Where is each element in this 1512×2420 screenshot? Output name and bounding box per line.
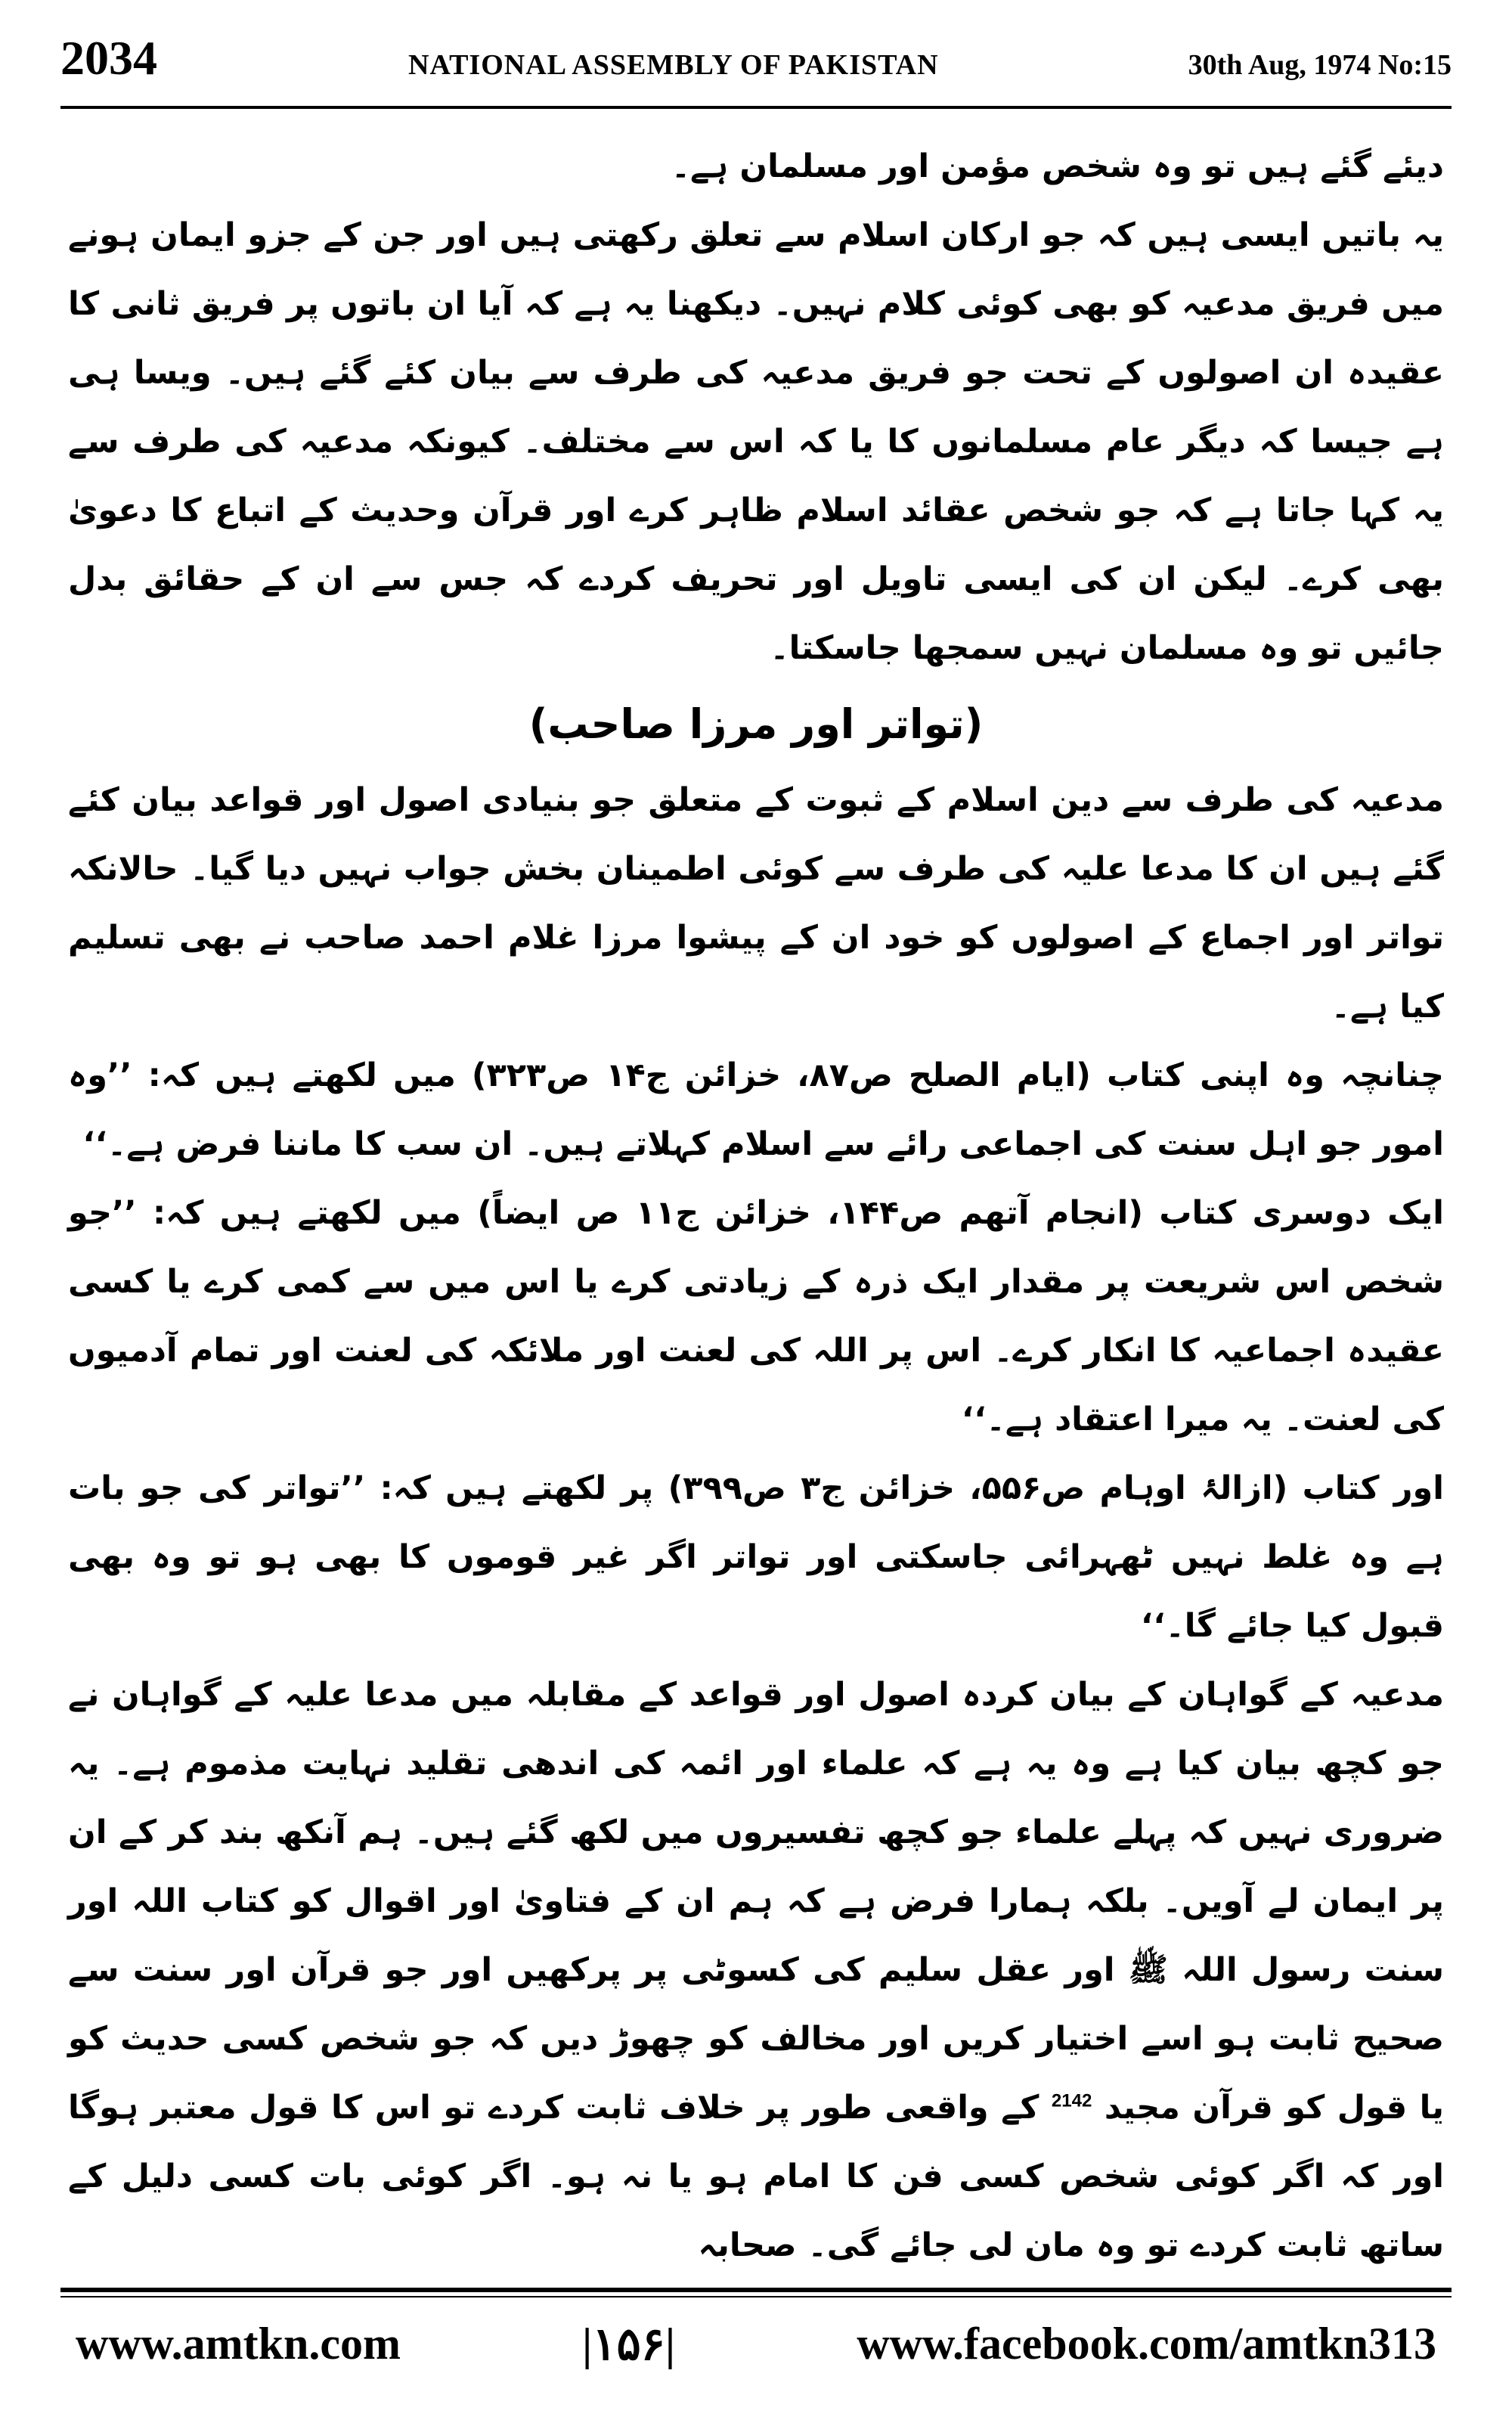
paragraph: اور کتاب (ازالۂ اوہام ص۵۵۶، خزائن ج۳ ص۳۹۹) پر لکھتے ہیں کہ: ’’تواتر کی جو بات ہے وہ غلط نہیں ٹھہرائی جاسکتی اور تواتر اگر غیر قوموں کا بھی ہو تو وہ بھی قبول کیا جائے گا۔‘‘ — [68, 1469, 1444, 1645]
page-footer — [60, 2318, 1452, 2386]
paragraph: مدعیہ کی طرف سے دین اسلام کے ثبوت کے متعلق جو بنیادی اصول اور قواعد بیان کئے گئے ہیں ان کا مدعا علیہ کی طرف سے کوئی اطمینان بخش جواب نہیں دیا گیا۔ حالانکہ تواتر اور اجماع کے اصولوں کو خود ان کے پیشوا مرزا غلام احمد صاحب نے بھی تسلیم کیا ہے۔ — [68, 781, 1444, 1025]
section-heading: (تواتر اور مرزا صاحب) — [528, 700, 984, 748]
website-link[interactable]: www.amtkn.com — [76, 2319, 401, 2369]
paragraph-part: کے واقعی طور پر خلاف ثابت کردے تو اس کا قول معتبر ہوگا اور کہ اگر کوئی شخص کسی فن کا امام ہو یا نہ ہو۔ اگر کوئی بات کسی دلیل کے ساتھ ثابت کردے تو وہ مان لی جائے گی۔ صحابہ — [68, 2089, 1444, 2264]
footer-divider — [60, 2296, 1452, 2297]
header-title: NATIONAL ASSEMBLY OF PAKISTAN — [408, 49, 939, 81]
footnote-marker: 2142 — [1051, 2090, 1092, 2111]
document-body — [68, 132, 1444, 2280]
paragraph — [68, 1661, 1444, 2280]
footer-divider — [60, 2288, 1452, 2292]
paragraph-part: مدعیہ کے گواہان کے بیان کردہ اصول اور قواعد کے مقابلہ میں مدعا علیہ کے گواہان نے جو کچھ بیان کیا ہے وہ یہ ہے کہ علماء اور ائمہ کی اندھی تقلید نہایت مذموم ہے۔ یہ ضروری نہیں کہ پہلے علماء جو کچھ تفسیروں میں لکھ گئے ہیں۔ ہم آنکھ بند کر کے ان پر ایمان لے آویں۔ بلکہ ہمارا فرض ہے کہ ہم ان کے فتاویٰ اور اقوال کو کتاب اللہ اور سنت رسول اللہ ﷺ اور عقل سلیم کی کسوٹی پر پرکھیں اور جو قرآن اور سنت سے صحیح ثابت ہو اسے اختیار کریں اور مخالف کو چھوڑ دیں کہ جو شخص کسی حدیث کو یا قول کو قرآن مجید — [68, 1676, 1444, 2127]
paragraph: ایک دوسری کتاب (انجام آتھم ص۱۴۴، خزائن ج۱۱ ص ایضاً) میں لکھتے ہیں کہ: ’’جو شخص اس شریعت پر مقدار ایک ذرہ کے زیادتی کرے یا اس میں سے کمی کرے یا کسی عقیدہ اجماعیہ کا انکار کرے۔ اس پر اللہ کی لعنت اور ملائکہ کی لعنت اور تمام آدمیوں کی لعنت۔ یہ میرا اعتقاد ہے۔‘‘ — [68, 1194, 1445, 1438]
paragraph: دیئے گئے ہیں تو وہ شخص مؤمن اور مسلمان ہے۔ — [671, 147, 1444, 185]
header-date: 30th Aug, 1974 No:15 — [1188, 49, 1452, 81]
page-header — [60, 23, 1452, 109]
footer-page-marker: |۱۵۶| — [582, 2319, 676, 2369]
facebook-link[interactable]: www.facebook.com/amtkn313 — [857, 2319, 1436, 2369]
paragraph: چنانچہ وہ اپنی کتاب (ایام الصلح ص۸۷، خزائن ج۱۴ ص۳۲۳) میں لکھتے ہیں کہ: ’’وہ امور جو اہل سنت کی اجماعی رائے سے اسلام کہلاتے ہیں۔ ان سب کا ماننا فرض ہے۔‘‘ — [68, 1056, 1444, 1163]
page-number: 2034 — [60, 31, 157, 85]
paragraph: یہ باتیں ایسی ہیں کہ جو ارکان اسلام سے تعلق رکھتی ہیں اور جن کے جزو ایمان ہونے میں فریق مدعیہ کو بھی کوئی کلام نہیں۔ دیکھنا یہ ہے کہ آیا ان باتوں پر فریق ثانی کا عقیدہ ان اصولوں کے تحت جو فریق مدعیہ کی طرف سے بیان کئے گئے ہیں۔ ویسا ہی ہے جیسا کہ دیگر عام مسلمانوں کا یا کہ اس سے مختلف۔ کیونکہ مدعیہ کی طرف سے یہ کہا جاتا ہے کہ جو شخص عقائد اسلام ظاہر کرے اور قرآن وحدیث کے اتباع کا دعویٰ بھی کرے۔ لیکن ان کی ایسی تاویل اور تحریف کردے کہ جس سے ان کے حقائق بدل جائیں تو وہ مسلمان نہیں سمجھا جاسکتا۔ — [68, 216, 1444, 667]
